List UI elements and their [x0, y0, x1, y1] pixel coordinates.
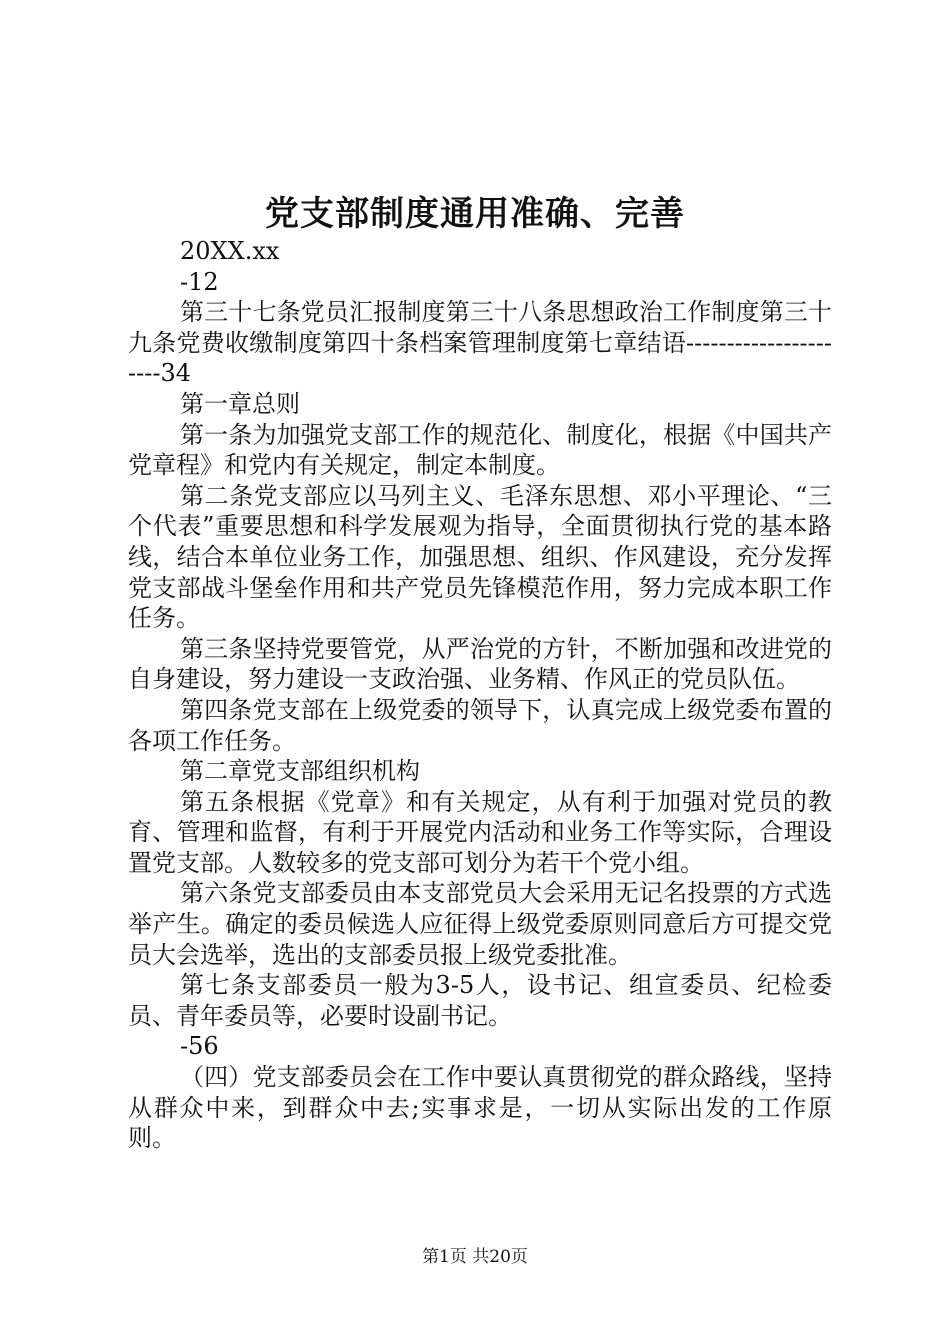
date-line: 20XX.xx	[180, 237, 280, 265]
article-paragraph: 第二条党支部应以马列主义、毛泽东思想、邓小平理论、“三个代表”重要思想和科学发展观为指导，全面贯彻执行党的基本路线，结合本单位业务工作，加强思想、组织、作风建设，充分发挥党支部战斗堡垒作用和共产党员先锋模范作用，努力完成本职工作任务。	[128, 481, 832, 633]
article-paragraph: 第六条党支部委员由本支部党员大会采用无记名投票的方式选举产生。确定的委员候选人应征得上级党委原则同意后方可提交党员大会选举，选出的支部委员报上级党委批准。	[128, 879, 832, 969]
chapter-heading: 第二章党支部组织机构	[180, 757, 420, 786]
article-paragraph: 第七条支部委员一般为3-5人，设书记、组宣委员、纪检委员、青年委员等，必要时设副书记。	[128, 971, 832, 1030]
article-paragraph: 第一条为加强党支部工作的规范化、制度化，根据《中国共产党章程》和党内有关规定，制定本制度。	[128, 420, 832, 480]
article-paragraph: 第五条根据《党章》和有关规定，从有利于加强对党员的教育、管理和监督，有利于开展党内活动和业务工作等实际，合理设置党支部。人数较多的党支部可划分为若干个党小组。	[128, 787, 832, 877]
chapter-heading: 第一章总则	[180, 389, 300, 418]
page-range-line: -56	[180, 1032, 219, 1061]
page-range-line: -12	[180, 267, 219, 296]
document-body	[128, 236, 832, 1154]
article-paragraph: （四）党支部委员会在工作中要认真贯彻党的群众路线，坚持从群众中来，到群众中去;实事求是，一切从实际出发的工作原则。	[128, 1063, 832, 1153]
page-footer: 第1页 共20页	[422, 1247, 528, 1267]
document-title: 党支部制度通用准确、完善	[265, 194, 685, 234]
toc-paragraph: 第三十七条党员汇报制度第三十八条思想政治工作制度第三十九条党费收缴制度第四十条档案管理制度第七章结语----------------------34	[128, 298, 832, 388]
article-paragraph: 第三条坚持党要管党，从严治党的方针，不断加强和改进党的自身建设，努力建设一支政治强、业务精、作风正的党员队伍。	[128, 634, 832, 694]
article-paragraph: 第四条党支部在上级党委的领导下，认真完成上级党委布置的各项工作任务。	[128, 695, 832, 755]
